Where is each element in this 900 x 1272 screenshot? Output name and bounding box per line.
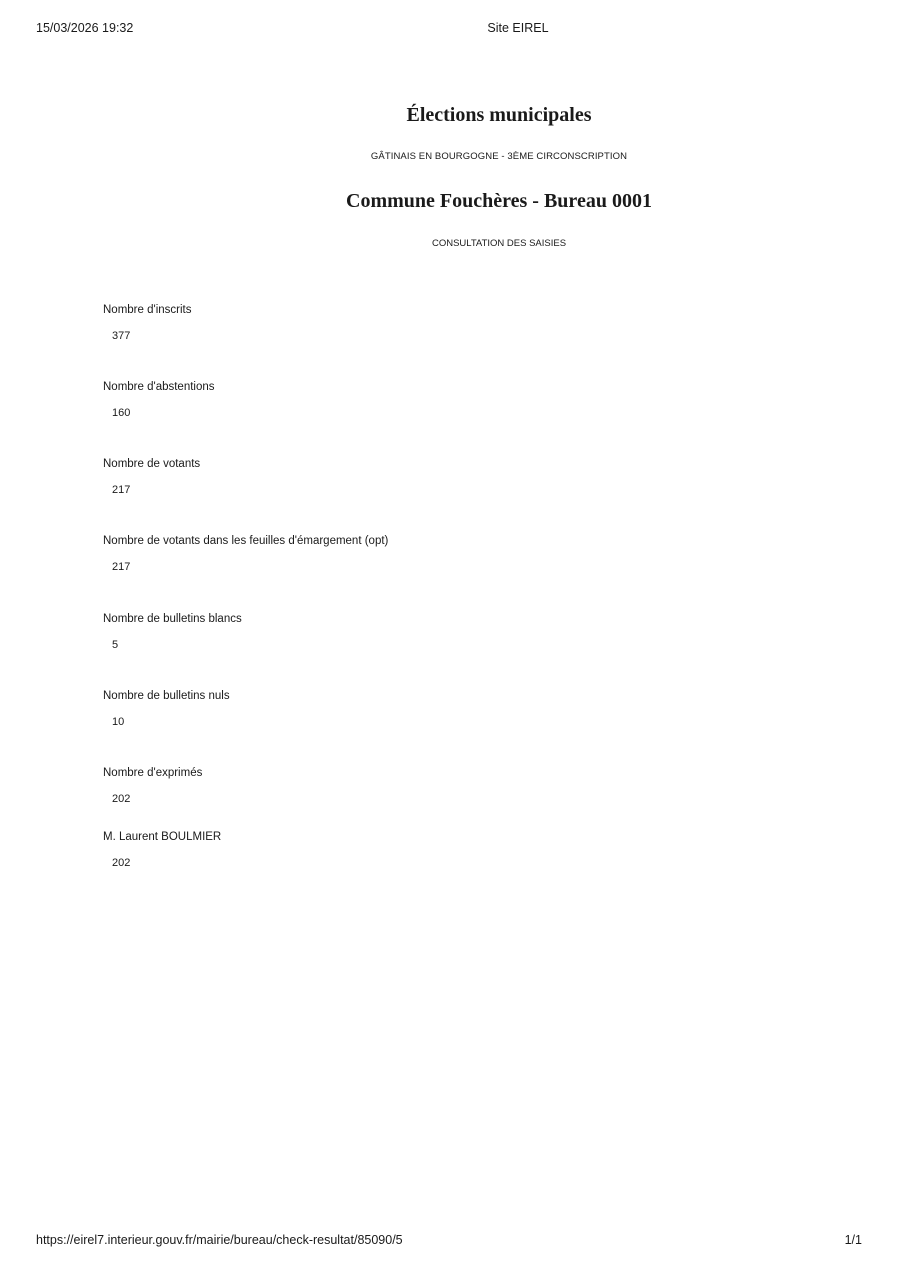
field-label: Nombre de bulletins blancs xyxy=(103,613,242,625)
candidate-name: M. Laurent BOULMIER xyxy=(103,831,222,843)
field-value: 10 xyxy=(112,716,125,728)
print-url: https://eirel7.interieur.gouv.fr/mairie/bureau/check-resultat/85090/5 xyxy=(36,1233,403,1247)
field-votants xyxy=(103,457,200,497)
field-exprimes xyxy=(103,766,202,806)
field-value: 160 xyxy=(112,407,131,419)
field-value: 377 xyxy=(112,330,131,342)
field-votants-emargement xyxy=(103,534,388,574)
consultation-heading: CONSULTATION DES SAISIES xyxy=(431,238,567,249)
print-site-name: Site EIREL xyxy=(487,21,549,35)
field-value: 217 xyxy=(112,484,131,496)
field-abstentions xyxy=(103,380,215,420)
commune-bureau-heading: Commune Fouchères - Bureau 0001 xyxy=(346,190,652,212)
field-value: 202 xyxy=(112,793,131,805)
field-value: 217 xyxy=(112,561,131,573)
field-label: Nombre de bulletins nuls xyxy=(103,690,230,702)
field-inscrits xyxy=(103,303,191,343)
field-label: Nombre d'exprimés xyxy=(103,767,203,779)
field-candidate xyxy=(103,830,221,870)
candidate-votes: 202 xyxy=(112,857,131,869)
page-subtitle: GÂTINAIS EN BOURGOGNE - 3ÈME CIRCONSCRIPTION xyxy=(370,151,628,162)
field-label: Nombre d'abstentions xyxy=(103,381,215,393)
print-datetime: 15/03/2026 19:32 xyxy=(36,21,134,35)
field-bulletins-nuls xyxy=(103,689,230,729)
field-label: Nombre de votants xyxy=(103,458,201,470)
field-label: Nombre de votants dans les feuilles d'émargement (opt) xyxy=(103,535,389,547)
page-title: Élections municipales xyxy=(406,104,592,126)
field-bulletins-blancs xyxy=(103,612,242,652)
field-value: 5 xyxy=(112,639,119,651)
page-number: 1/1 xyxy=(844,1233,862,1247)
field-label: Nombre d'inscrits xyxy=(103,304,192,316)
